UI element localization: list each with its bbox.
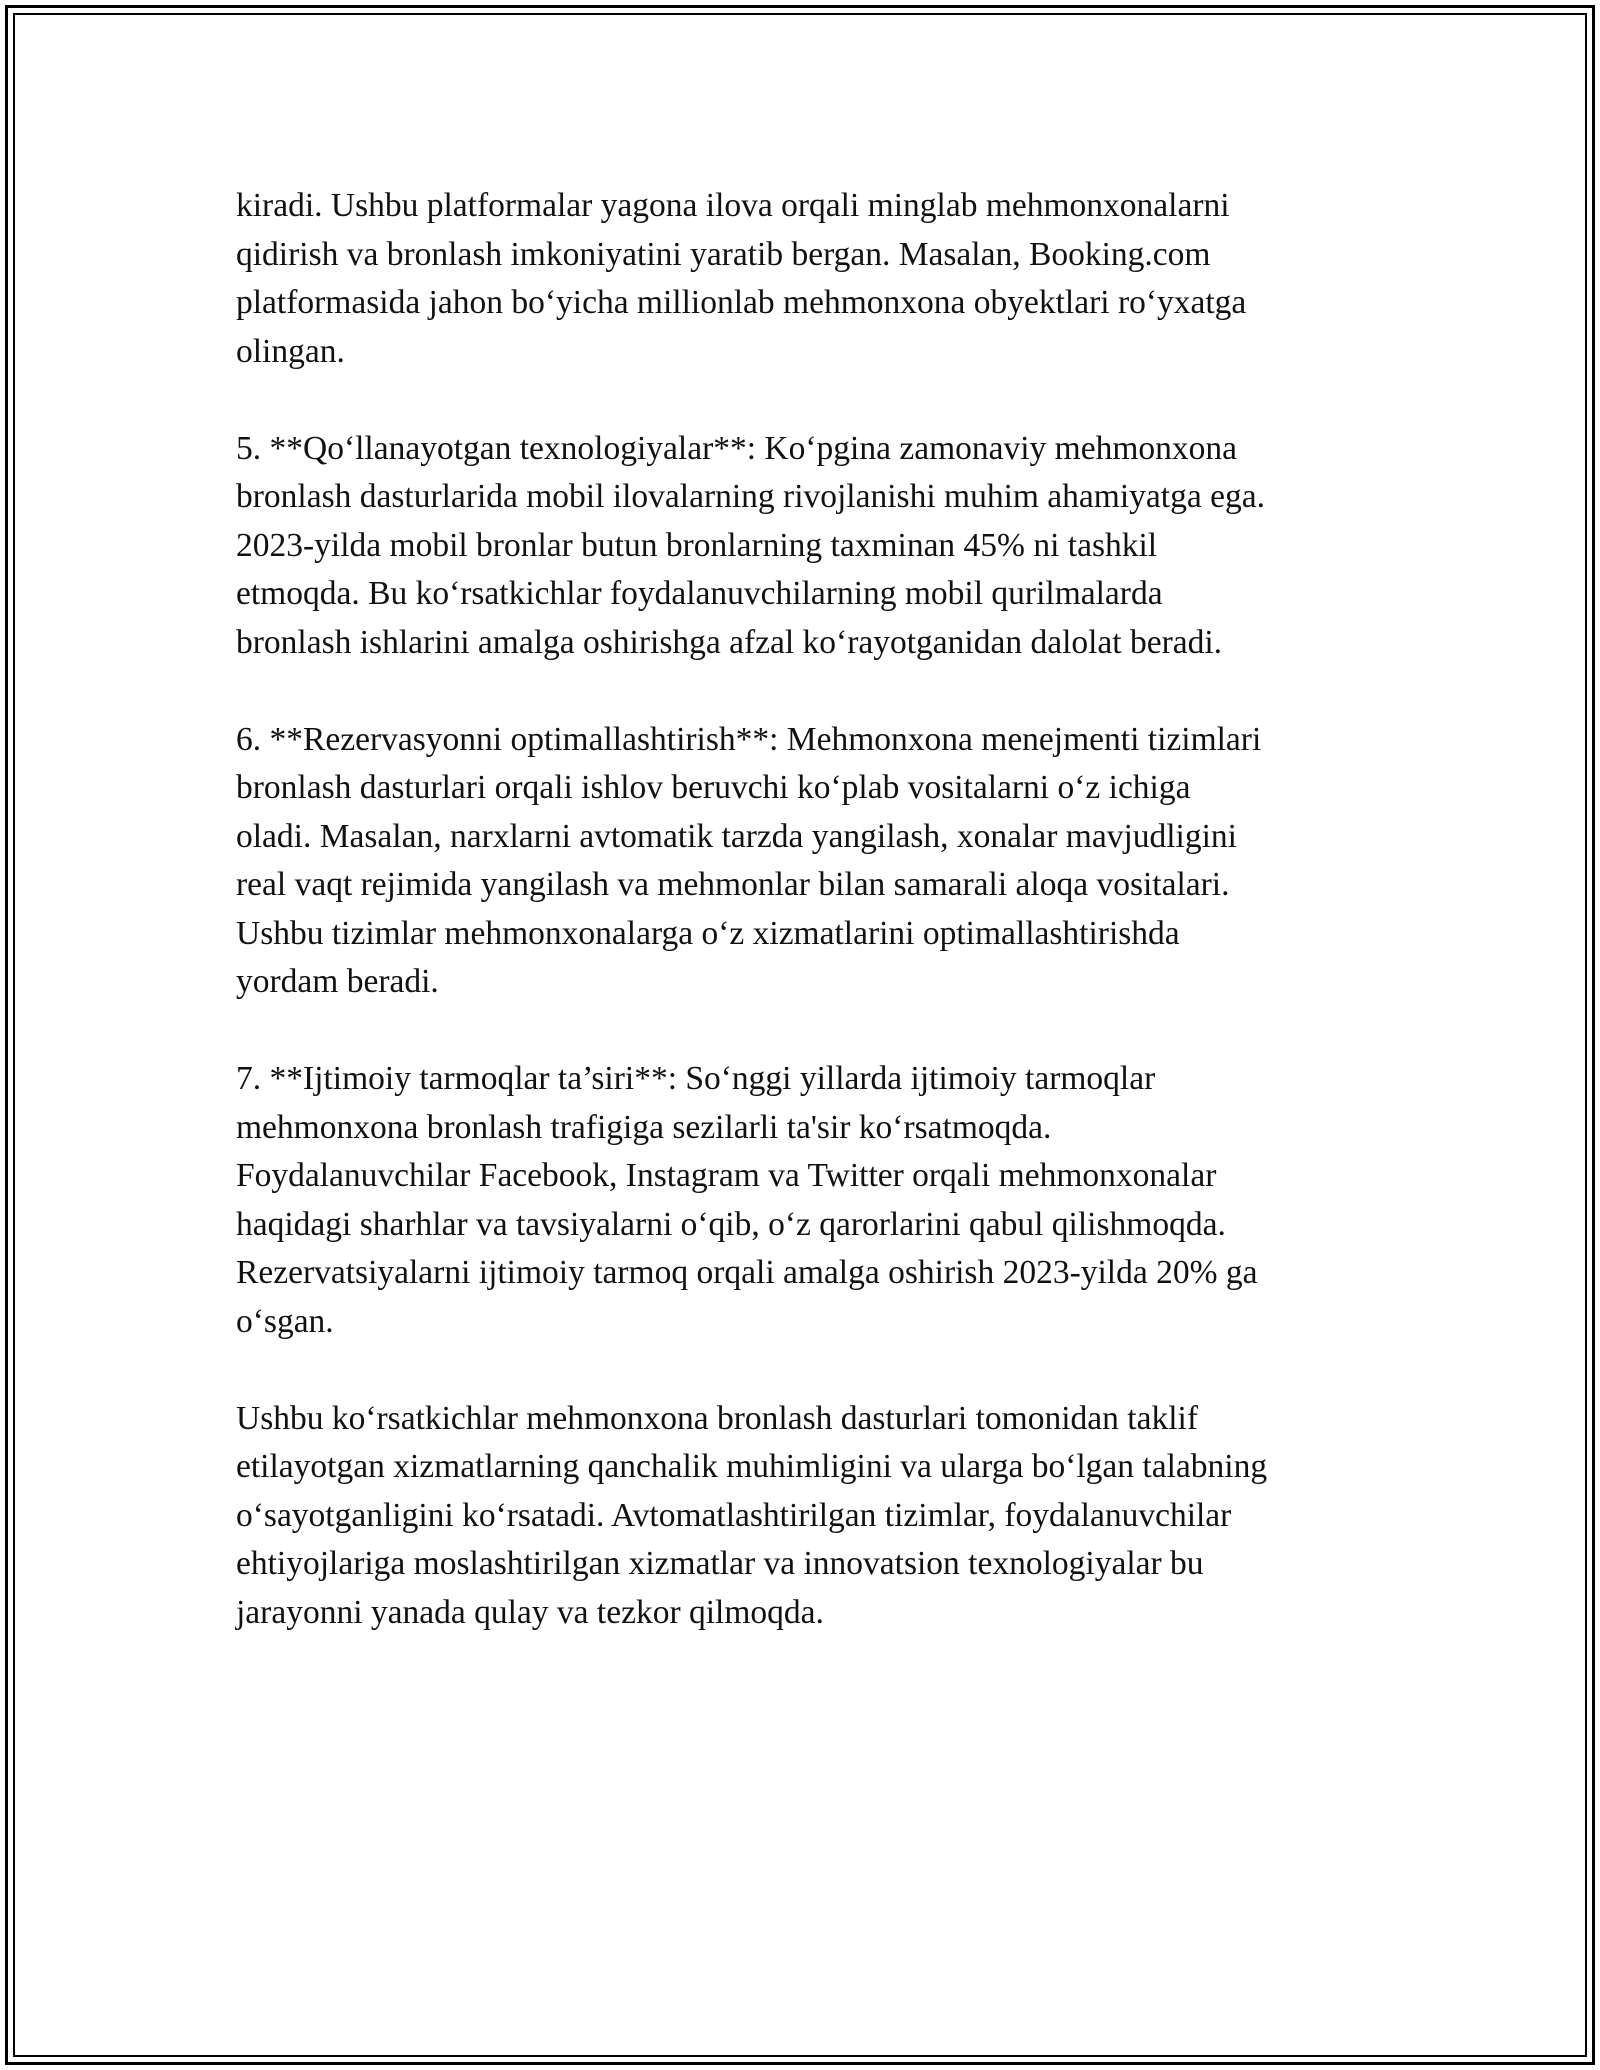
paragraph-intro-continuation: kiradi. Ushbu platformalar yagona ilova orqali minglab mehmonxonalarni qidirish va bronlash imkoniyatini yaratib bergan. Masalan, Booking.com platformasida jahon bo‘yicha millionlab mehmonxona obyektlari ro‘yxatga olingan. [236, 187, 1247, 370]
document-body [236, 182, 1386, 1686]
paragraph-item-7-social-media: 7. **Ijtimoiy tarmoqlar ta’siri**: So‘nggi yillarda ijtimoiy tarmoqlar mehmonxona bronlash trafigiga sezilarli ta'sir ko‘rsatmoqda. Foydalanuvchilar Facebook, Instagram va Twitter orqali mehmonxonalar haqidagi sharhlar va tavsiyalarni o‘qib, o‘z qarorlarini qabul qilishmoqda. Rezervatsiyalarni ijtimoiy tarmoq orqali amalga oshirish 2023-yilda 20% ga o‘sgan. [236, 1060, 1258, 1340]
paragraph-conclusion: Ushbu ko‘rsatkichlar mehmonxona bronlash dasturlari tomonidan taklif etilayotgan xizmatlarning qanchalik muhimligini va ularga bo‘lgan talabning o‘sayotganligini ko‘rsatadi. Avtomatlashtirilgan tizimlar, foydalanuvchilar ehtiyojlariga moslashtirilgan xizmatlar va innovatsion texnologiyalar bu jarayonni yanada qulay va tezkor qilmoqda. [236, 1399, 1268, 1631]
paragraph-item-5-technologies: 5. **Qo‘llanayotgan texnologiyalar**: Ko‘pgina zamonaviy mehmonxona bronlash dasturlarida mobil ilovalarning rivojlanishi muhim ahamiyatga ega. 2023-yilda mobil bronlar butun bronlarning taxminan 45% ni tashkil etmoqda. Bu ko‘rsatkichlar foydalanuvchilarning mobil qurilmalarda bronlash ishlarini amalga oshirishga afzal ko‘rayotganidan dalolat beradi. [236, 429, 1265, 661]
paragraph-item-6-optimization: 6. **Rezervasyonni optimallashtirish**: Mehmonxona menejmenti tizimlari bronlash dasturlari orqali ishlov beruvchi ko‘plab vositalarni o‘z ichiga oladi. Masalan, narxlarni avtomatik tarzda yangilash, xonalar mavjudligini real vaqt rejimida yangilash va mehmonlar bilan samarali aloqa vositalari. Ushbu tizimlar mehmonxonalarga o‘z xizmatlarini optimallashtirishda yordam beradi. [236, 720, 1262, 1000]
